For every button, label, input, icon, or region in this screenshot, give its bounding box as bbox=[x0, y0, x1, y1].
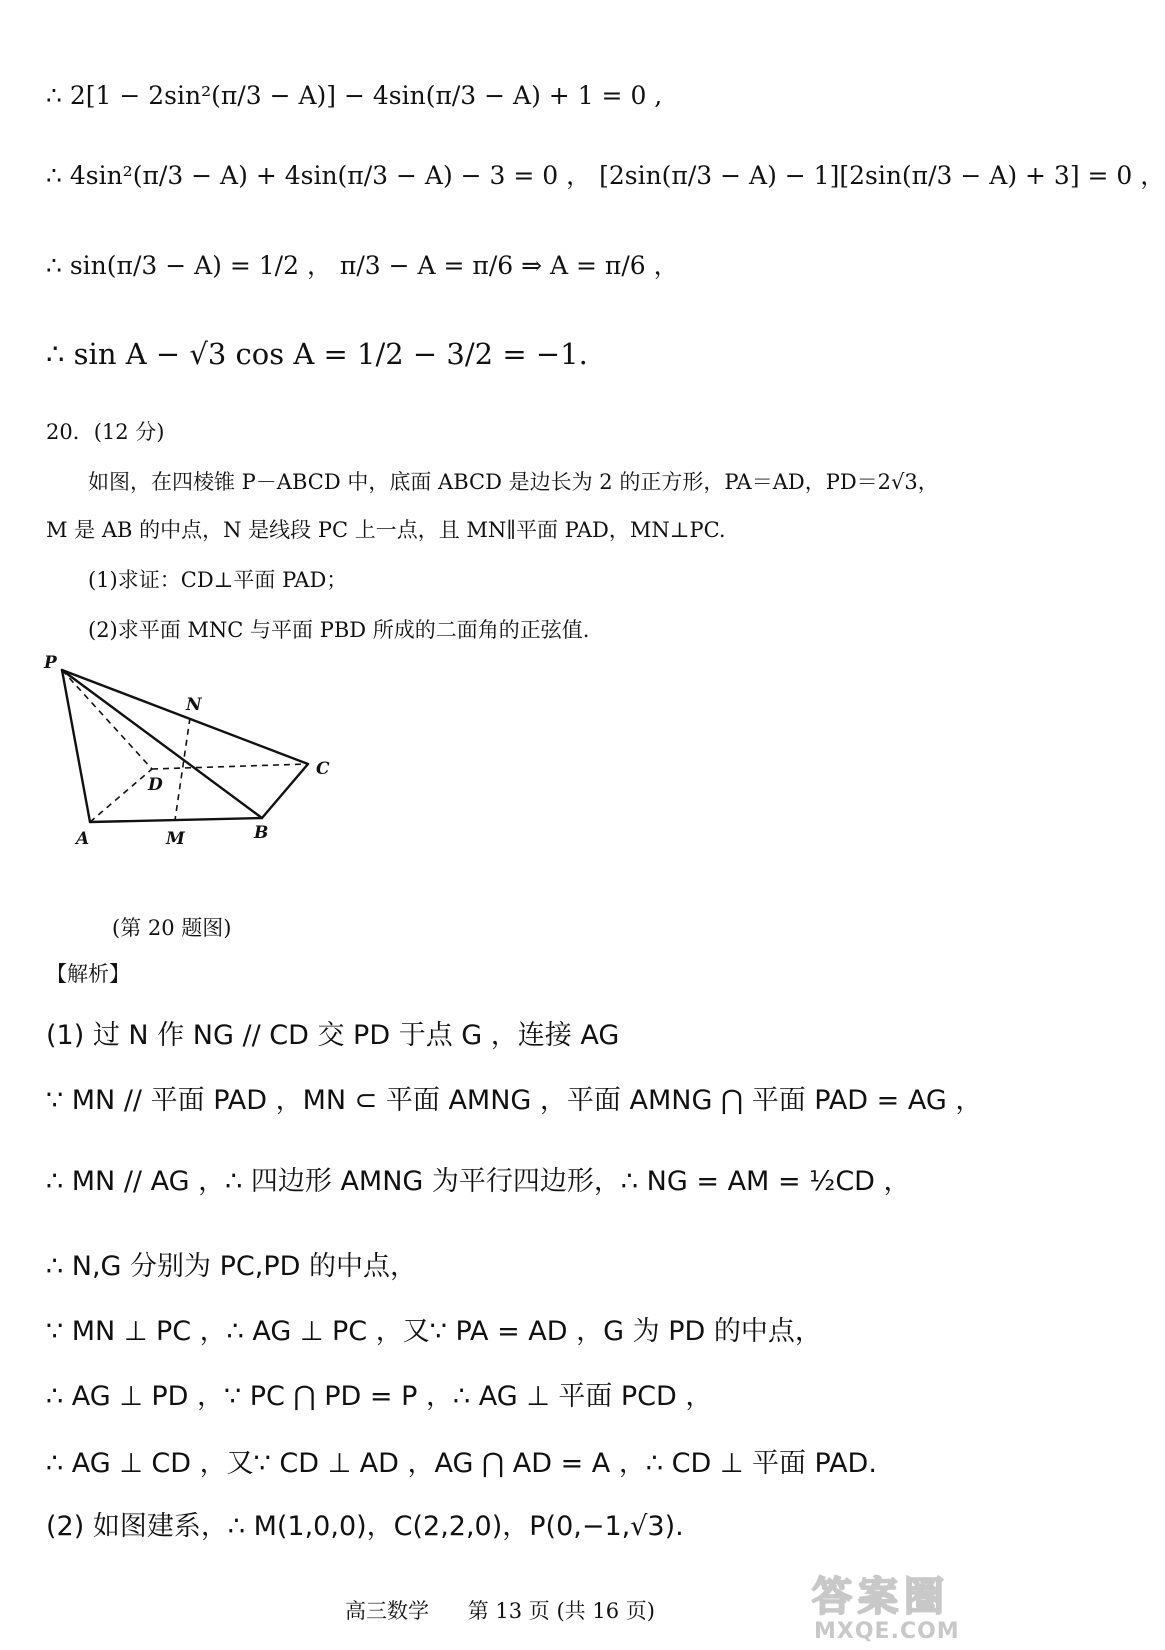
equation-line-2: ∴ 4sin²(π/3 − A) + 4sin(π/3 − A) − 3 = 0 ， [2sin(π/3 − A) − 1][2sin(π/3 − A) + 3] = 0 ， bbox=[46, 161, 1165, 190]
edge-BC bbox=[262, 764, 308, 818]
segment-NM-hidden bbox=[175, 718, 190, 820]
label-D: D bbox=[148, 775, 163, 795]
solution-line-2: ∵ MN // 平面 PAD ，MN ⊂ 平面 AMNG ，平面 AMNG ⋂ 平面 PAD = AG ， bbox=[46, 1085, 983, 1116]
solution-line-7: ∴ AG ⊥ CD ，又∵ CD ⊥ AD ，AG ⋂ AD = A ，∴ CD ⊥ 平面 PAD. bbox=[46, 1448, 877, 1479]
edge-AD-hidden bbox=[90, 769, 152, 822]
footer-page-number: 第 13 页 (共 16 页) bbox=[467, 1599, 655, 1623]
edge-PA bbox=[62, 670, 90, 822]
footer-subject: 高三数学 bbox=[345, 1599, 430, 1623]
figure-caption: (第 20 题图) bbox=[112, 916, 232, 940]
problem-stem-line-2: M 是 AB 的中点，N 是线段 PC 上一点，且 MN∥平面 PAD，MN⊥PC. bbox=[46, 518, 726, 542]
problem-stem-line-1: 如图，在四棱锥 P－ABCD 中，底面 ABCD 是边长为 2 的正方形，PA＝AD，PD＝2√3， bbox=[88, 470, 939, 494]
equation-line-1: ∴ 2[1 − 2sin²(π/3 − A)] − 4sin(π/3 − A) + 1 = 0 , bbox=[46, 81, 663, 110]
label-A: A bbox=[76, 829, 90, 849]
problem-number: 20．(12 分) bbox=[46, 420, 165, 444]
solution-line-8: (2) 如图建系，∴ M(1,0,0)，C(2,2,0)，P(0,−1,√3). bbox=[46, 1511, 684, 1542]
label-M: M bbox=[166, 829, 185, 849]
watermark-small-text: MXQE.COM bbox=[814, 1619, 960, 1644]
problem-part-1: (1)求证：CD⊥平面 PAD； bbox=[88, 568, 348, 592]
label-N: N bbox=[186, 695, 202, 715]
edge-PC bbox=[62, 670, 308, 764]
solution-line-4: ∴ N,G 分别为 PC,PD 的中点， bbox=[46, 1251, 417, 1282]
watermark-big-text: 答案圈 bbox=[812, 1574, 950, 1620]
label-C: C bbox=[316, 759, 330, 779]
solution-line-3: ∴ MN // AG ，∴ 四边形 AMNG 为平行四边形，∴ NG = AM = ½CD ， bbox=[46, 1166, 911, 1197]
edge-DC-hidden bbox=[152, 764, 308, 769]
label-B: B bbox=[254, 823, 269, 843]
solution-line-6: ∴ AG ⊥ PD ，∵ PC ⋂ PD = P ，∴ AG ⊥ 平面 PCD ， bbox=[46, 1381, 713, 1412]
watermark-logo bbox=[806, 1570, 984, 1644]
label-P: P bbox=[44, 653, 57, 673]
solution-heading: 【解析】 bbox=[46, 962, 130, 986]
problem-part-2: (2)求平面 MNC 与平面 PBD 所成的二面角的正弦值. bbox=[88, 618, 590, 642]
equation-line-3: ∴ sin(π/3 − A) = 1/2 ， π/3 − A = π/6 ⇒ A = π/6 ， bbox=[46, 251, 679, 280]
solution-line-5: ∵ MN ⊥ PC ，∴ AG ⊥ PC ，又∵ PA = AD ，G 为 PD 的中点， bbox=[46, 1316, 822, 1347]
solution-line-1: (1) 过 N 作 NG // CD 交 PD 于点 G ，连接 AG bbox=[46, 1020, 620, 1051]
pyramid-figure bbox=[40, 653, 360, 897]
edge-PD-hidden bbox=[62, 670, 152, 769]
edge-PB bbox=[62, 670, 262, 818]
equation-line-4: ∴ sin A − √3 cos A = 1/2 − 3/2 = −1. bbox=[46, 337, 588, 371]
